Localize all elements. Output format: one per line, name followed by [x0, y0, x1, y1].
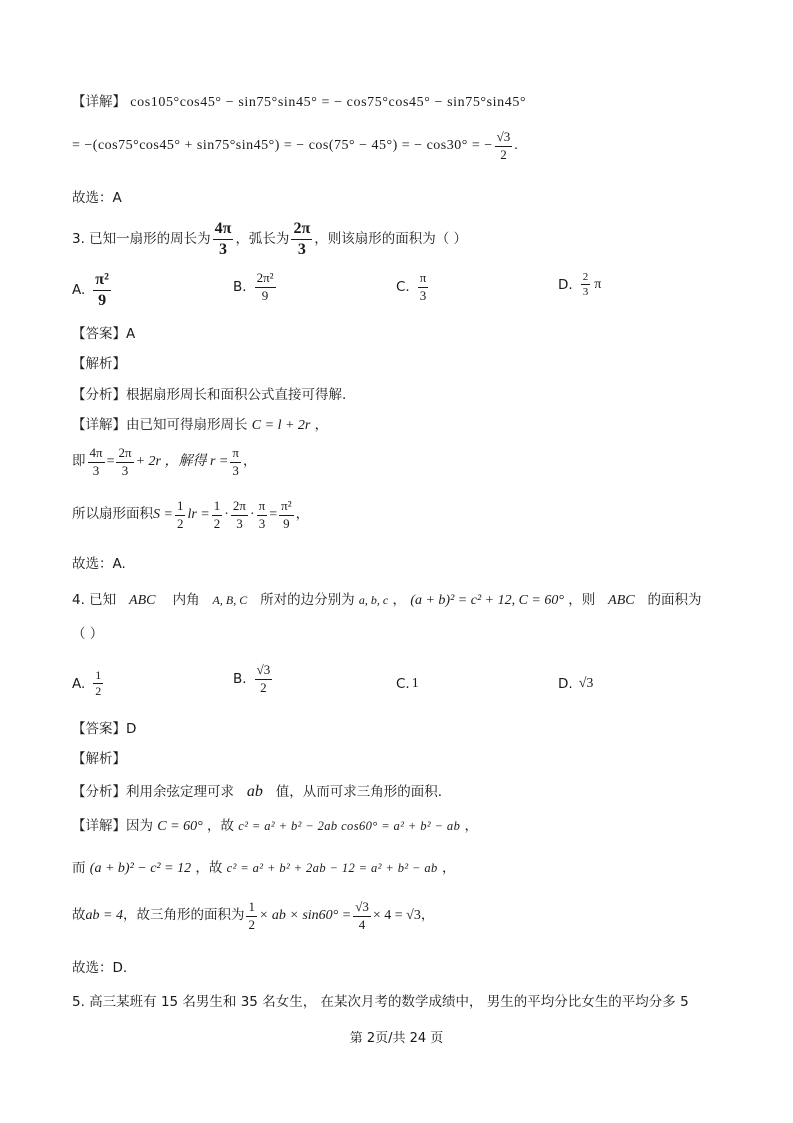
question-4-blank: （ ） [72, 626, 104, 642]
q4-fenxi: 【分析】利用余弦定理可求 ab 值，从而可求三角形的面积. [72, 783, 443, 800]
q3-choice: 故选：A. [72, 556, 126, 572]
q3-answer: 【答案】A [72, 326, 136, 342]
q4-option-d: D. √3 [558, 676, 594, 692]
q4-step-2: 而 (a + b)² − c² = 12 ，故 c² = a² + b² + 2ab − 12 = a² + b² − ab ， [72, 860, 456, 876]
question-4-stem: 4. 已知 ABC 内角 A, B, C 所对的边分别为 a, b, c ， (a + b)² = c² + 12, C = 60° ，则 ABC 的面积为 [72, 592, 702, 608]
q4-answer: 【答案】D [72, 721, 137, 737]
question-3-stem: 3. 已知一扇形的周长为 $\frac{4\pi}{3}$ ，弧长为 $\frac{2\pi}{3}$ ，则该扇形的面积为（ ） [72, 220, 467, 258]
q3-step-3: 所以扇形面积 S = $\frac{1}{2}$ lr = $\frac{1}{2}$ · $\frac{2\pi}{3}$ · $\frac{\pi}{3}$ = $\frac{\text{π²}}{9}$ ， [72, 498, 310, 531]
q3-option-b: B. $\frac{\text{2π²}}{9}$ [233, 270, 274, 303]
detail-line-1 [72, 96, 526, 110]
q4-step-3: 故 ab = 4 ，故三角形的面积为 $\frac{1}{2}$ × ab × sin60° = $\frac{√3}{4}$ × 4 = √3 ， [72, 899, 435, 932]
q3-detail: 【详解】由已知可得扇形周长 C = l + 2r ， [72, 417, 329, 433]
detail-formula-1: cos105°cos45° − sin75°sin45° = − cos75°cos45° − sin75°sin45° [130, 95, 527, 110]
q4-analysis-heading: 【解析】 [72, 751, 126, 767]
page-footer: 第 2页/共 24 页 [349, 1031, 444, 1046]
detail-formula-2: = −(cos75°cos45° + sin75°sin45°) = − cos(75° − 45°) = − cos30° = − [72, 138, 493, 154]
q4-choice: 故选：D. [72, 960, 128, 976]
detail-label: 【详解】 [72, 94, 126, 110]
q3-option-c: C. $\frac{\pi}{3}$ [396, 270, 427, 303]
choice-line-q2: 故选：A [72, 190, 122, 206]
q3-fenxi: 【分析】根据扇形周长和面积公式直接可得解. [72, 387, 347, 403]
q4-option-b: B. $\frac{√3}{2}$ [233, 662, 271, 695]
question-5-stem: 5. 高三某班有 15 名男生和 35 名女生， 在某次月考的数学成绩中， 男生的平均分比女生的平均分多 5 [72, 994, 689, 1010]
q4-option-c: C. 1 [396, 676, 419, 692]
q3-option-a: A. $\frac{\text{π²}}{9}$ [72, 271, 109, 309]
q4-detail: 【详解】因为 C = 60° ，故 c² = a² + b² − 2ab cos60° = a² + b² − ab ， [72, 818, 479, 834]
detail-line-2: = −(cos75°cos45° + sin75°sin45°) = − cos(75° − 45°) = − cos30° = − $\frac{√3}{2}$ . [72, 129, 518, 162]
q3-analysis-heading: 【解析】 [72, 356, 126, 372]
q3-step-2: 即 $\frac{4\pi}{3}$ = $\frac{2\pi}{3}$ + 2r ，解得 r = $\frac{\pi}{3}$ ， [72, 445, 257, 478]
q4-option-a: A. $\frac{1}{2}$ [72, 668, 102, 699]
fraction-sqrt3-over-2: $\frac{√3}{2}$ [496, 129, 511, 162]
q3-option-d: D. $\frac{2}{3}$ π [558, 271, 602, 299]
fraction-4pi-over-3: $\frac{4\pi}{3}$ [214, 220, 232, 258]
fraction-2pi-over-3: $\frac{2\pi}{3}$ [293, 220, 311, 258]
